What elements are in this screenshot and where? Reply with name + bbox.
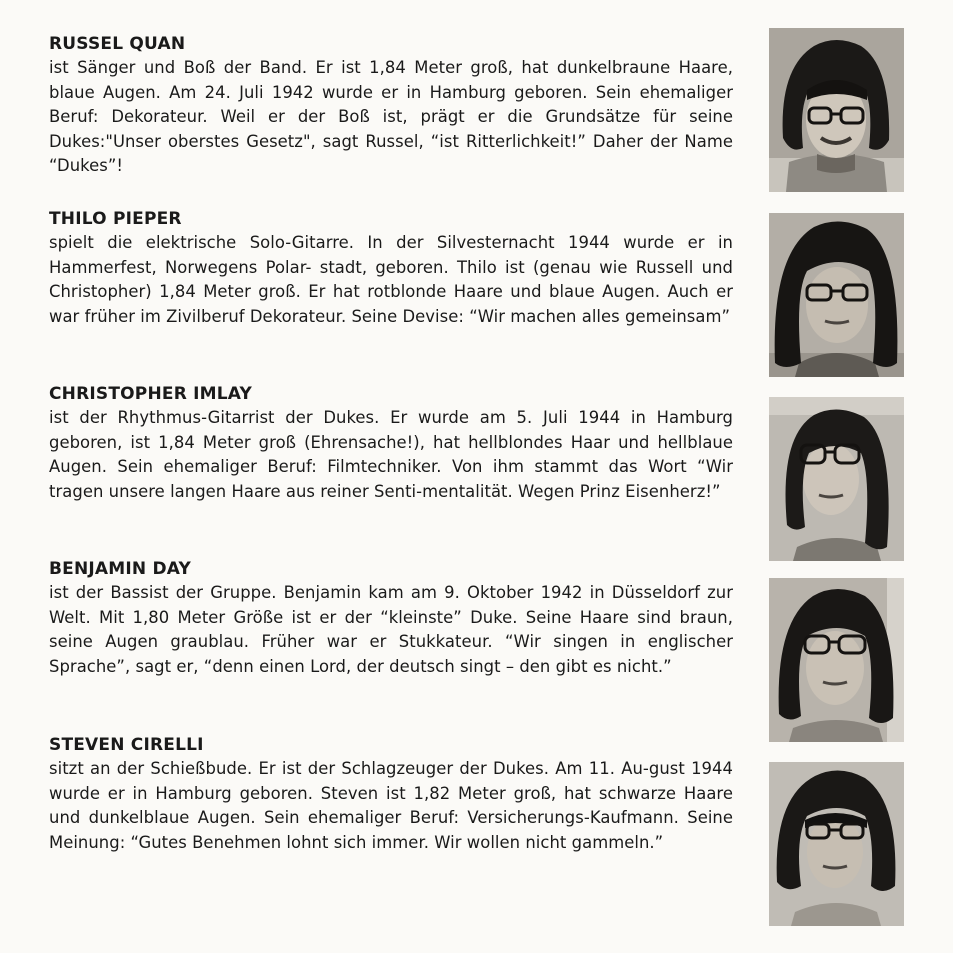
member-photo <box>769 578 904 742</box>
member-description: ist der Rhythmus-Gitarrist der Dukes. Er wurde am 5. Juli 1944 in Hamburg geboren, ist 1,84 Meter groß (Ehrensache!), hat hellblondes Haar und hellblaue Augen. Sein ehemaliger Beruf: Filmtechniker. Von ihm stammt das Wort “Wir tragen unsere langen Haare aus reiner Senti-mentalität. Wegen Prinz Eisenherz!” <box>49 408 733 501</box>
member-photo <box>769 762 904 926</box>
portrait-image <box>769 762 904 926</box>
member-description: ist der Bassist der Gruppe. Benjamin kam am 9. Oktober 1942 in Düsseldorf zur Welt. Mit 1,80 Meter Größe ist er der “kleinste” Duke. Seine Haare sind braun, seine Augen graublau. Früher war er Stukkateur. “Wir singen in englischer Sprache”, sagt er, “denn einen Lord, der deutsch singt – den gibt es nicht.” <box>49 583 733 676</box>
member-bio <box>49 32 733 179</box>
member-photo <box>769 397 904 561</box>
portrait-image <box>769 578 904 742</box>
member-description: sitzt an der Schießbude. Er ist der Schlagzeuger der Dukes. Am 11. Au-gust 1944 wurde er in Hamburg geboren. Steven ist 1,82 Meter groß, hat schwarze Haare und dunkelblaue Augen. Sein ehemaliger Beruf: Versicherungs-Kaufmann. Seine Meinung: “Gutes Benehmen lohnt sich immer. Wir wollen nicht gammeln.” <box>49 759 733 852</box>
member-bio <box>49 207 733 329</box>
member-name: THILO PIEPER <box>49 209 182 229</box>
portrait-image <box>769 213 904 377</box>
portrait-image <box>769 28 904 192</box>
member-name: BENJAMIN DAY <box>49 559 192 579</box>
member-bio <box>49 382 733 504</box>
member-photo <box>769 28 904 192</box>
member-description: spielt die elektrische Solo-Gitarre. In der Silvesternacht 1944 wurde er in Hammerfest, Norwegens Polar- stadt, geboren. Thilo ist (genau wie Russell und Christopher) 1,84 Meter groß. Er hat rotblonde Haare und blaue Augen. Auch er war früher im Zivilberuf Dekorateur. Seine Devise: “Wir machen alles gemeinsam” <box>49 233 733 326</box>
member-name: CHRISTOPHER IMLAY <box>49 384 253 404</box>
portrait-image <box>769 397 904 561</box>
member-name: RUSSEL QUAN <box>49 34 186 54</box>
member-bio <box>49 557 733 679</box>
member-photo <box>769 213 904 377</box>
member-description: ist Sänger und Boß der Band. Er ist 1,84 Meter groß, hat dunkelbraune Haare, blaue Augen. Am 24. Juli 1942 wurde er in Hamburg geboren. Sein ehemaliger Beruf: Dekorateur. Weil er der Boß ist, prägt er die Grundsätze für seine Dukes:"Unser oberstes Gesetz", sagt Russel, “ist Ritterlichkeit!” Daher der Name “Dukes”! <box>49 58 733 176</box>
member-bio <box>49 733 733 855</box>
member-name: STEVEN CIRELLI <box>49 735 204 755</box>
